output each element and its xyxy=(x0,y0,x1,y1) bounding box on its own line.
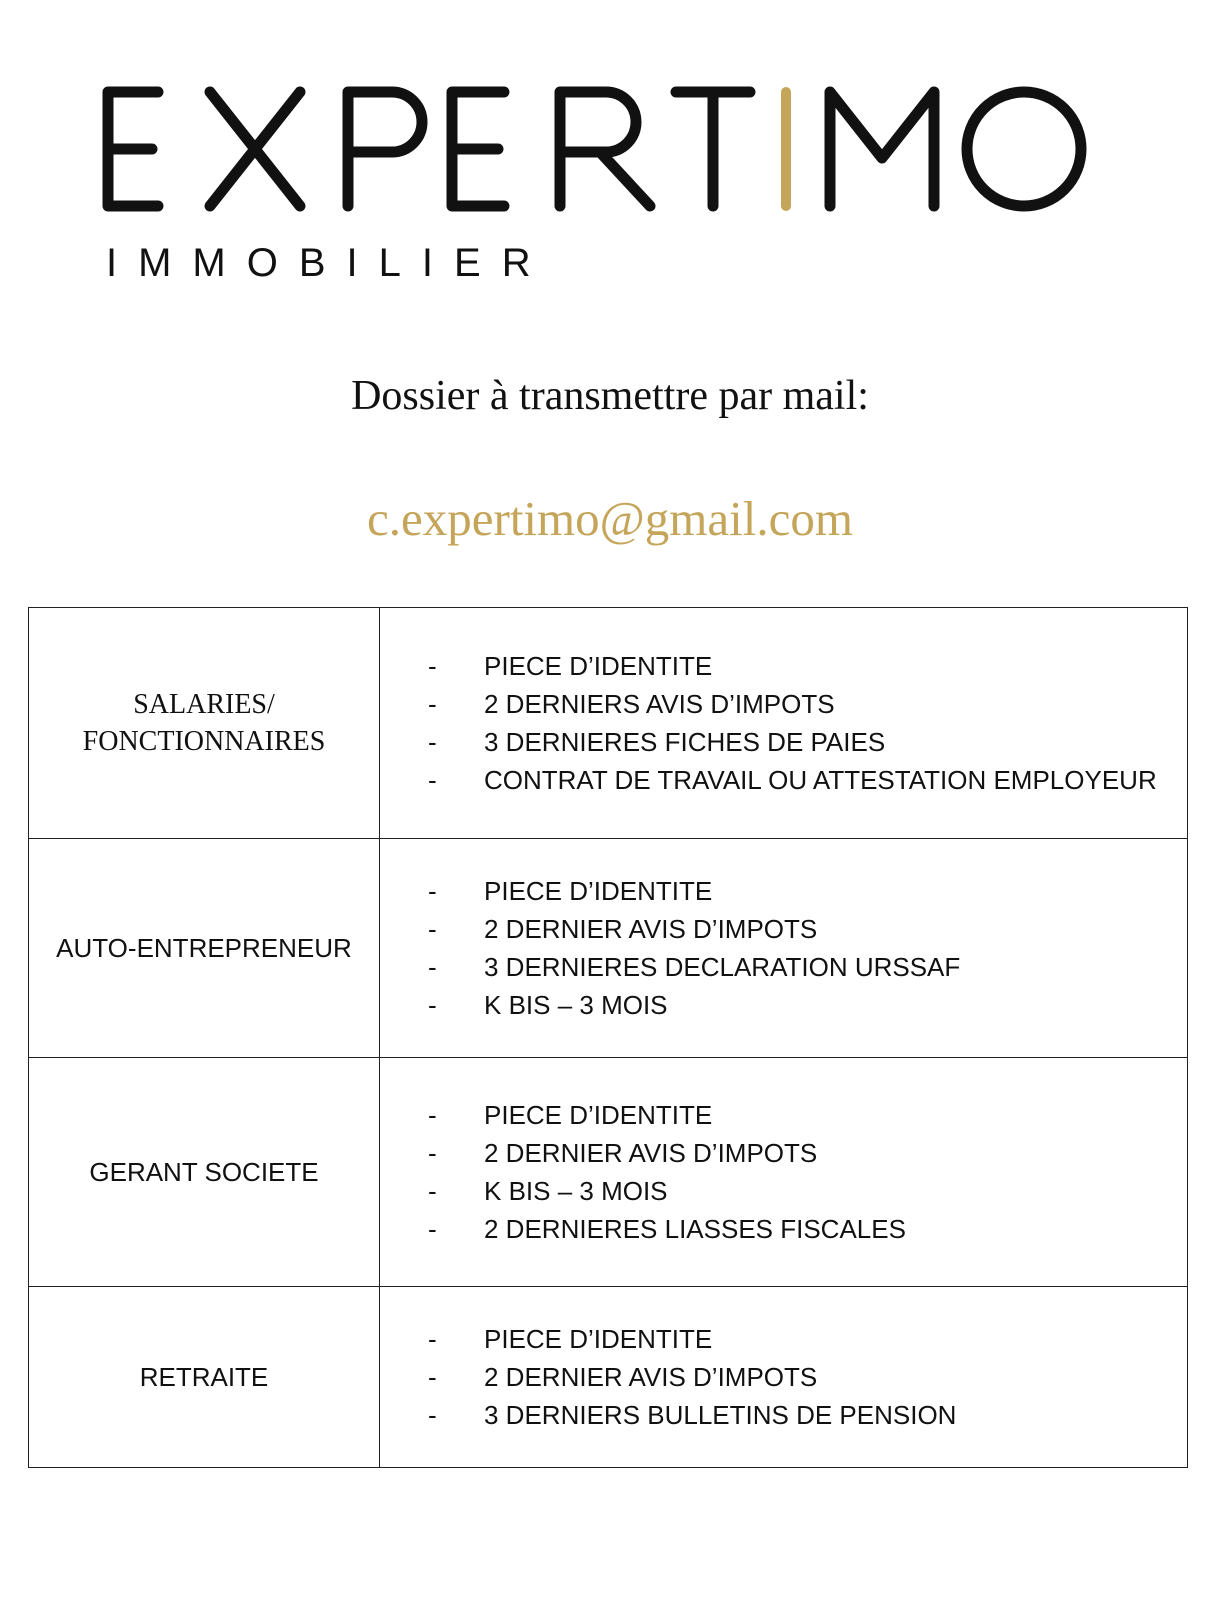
document-label: 3 DERNIERES FICHES DE PAIES xyxy=(484,727,886,757)
logo-word: EXPERTIMO xyxy=(100,78,106,79)
bullet-dash: - xyxy=(428,1324,437,1354)
category-label: RETRAITE xyxy=(139,1361,269,1392)
expertimo-logo xyxy=(100,78,1120,298)
category-label: FONCTIONNAIRES xyxy=(82,726,326,757)
document-label: K BIS – 3 MOIS xyxy=(484,990,668,1020)
document-label: 2 DERNIER AVIS D’IMPOTS xyxy=(484,1138,818,1168)
category-label: AUTO-ENTREPRENEUR xyxy=(56,932,352,963)
list-item xyxy=(380,948,1187,986)
category-cell xyxy=(29,839,380,1058)
category-label: SALARIES/ xyxy=(133,689,275,720)
list-item xyxy=(380,647,1187,685)
table-row xyxy=(29,839,1188,1058)
list-item xyxy=(380,1320,1187,1358)
document-label: CONTRAT DE TRAVAIL OU ATTESTATION EMPLOYEUR xyxy=(484,765,1157,795)
document-label: PIECE D’IDENTITE xyxy=(484,876,713,906)
table-row xyxy=(29,1058,1188,1287)
document-list-cell xyxy=(380,1287,1188,1468)
list-item xyxy=(380,685,1187,723)
bullet-dash: - xyxy=(428,1100,437,1130)
document-label: K BIS – 3 MOIS xyxy=(484,1176,668,1206)
list-item xyxy=(380,910,1187,948)
page-title: Dossier à transmettre par mail: xyxy=(351,373,869,419)
bullet-dash: - xyxy=(428,1400,437,1430)
bullet-dash: - xyxy=(428,689,437,719)
category-label: GERANT SOCIETE xyxy=(89,1156,319,1187)
document-list xyxy=(380,1320,1187,1434)
category-cell xyxy=(29,1058,380,1287)
category-cell xyxy=(29,1287,380,1468)
list-item xyxy=(380,1358,1187,1396)
bullet-dash: - xyxy=(428,651,437,681)
bullet-dash: - xyxy=(428,990,437,1020)
list-item xyxy=(380,872,1187,910)
bullet-dash: - xyxy=(428,1176,437,1206)
bullet-dash: - xyxy=(428,1214,437,1244)
document-label: PIECE D’IDENTITE xyxy=(484,1324,713,1354)
bullet-dash: - xyxy=(428,1138,437,1168)
document-list xyxy=(380,872,1187,1024)
list-item xyxy=(380,1134,1187,1172)
list-item xyxy=(380,1172,1187,1210)
list-item xyxy=(380,1096,1187,1134)
bullet-dash: - xyxy=(428,876,437,906)
document-label: PIECE D’IDENTITE xyxy=(484,1100,713,1130)
table-row xyxy=(29,1287,1188,1468)
list-item xyxy=(380,1210,1187,1248)
document-label: 3 DERNIERS BULLETINS DE PENSION xyxy=(484,1400,957,1430)
bullet-dash: - xyxy=(428,914,437,944)
bullet-dash: - xyxy=(428,1362,437,1392)
email-link[interactable]: c.expertimo@gmail.com xyxy=(367,491,853,546)
bullet-dash: - xyxy=(428,765,437,795)
document-label: 2 DERNIERES LIASSES FISCALES xyxy=(484,1214,906,1244)
document-list-cell xyxy=(380,839,1188,1058)
documents-table xyxy=(28,607,1188,1468)
logo-graphic xyxy=(100,78,1120,298)
logo-subtitle: IMMOBILIER xyxy=(106,241,552,285)
document-list-cell xyxy=(380,1058,1188,1287)
list-item xyxy=(380,723,1187,761)
document-list xyxy=(380,1096,1187,1248)
bullet-dash: - xyxy=(428,952,437,982)
document-label: 2 DERNIERS AVIS D’IMPOTS xyxy=(484,689,835,719)
list-item xyxy=(380,1396,1187,1434)
document-label: PIECE D’IDENTITE xyxy=(484,651,713,681)
document-label: 2 DERNIER AVIS D’IMPOTS xyxy=(484,1362,818,1392)
table-row xyxy=(29,608,1188,839)
document-label: 2 DERNIER AVIS D’IMPOTS xyxy=(484,914,818,944)
list-item xyxy=(380,986,1187,1024)
category-cell xyxy=(29,608,380,839)
bullet-dash: - xyxy=(428,727,437,757)
document-label: 3 DERNIERES DECLARATION URSSAF xyxy=(484,952,961,982)
document-list-cell xyxy=(380,608,1188,839)
list-item xyxy=(380,761,1187,799)
document-list xyxy=(380,647,1187,799)
